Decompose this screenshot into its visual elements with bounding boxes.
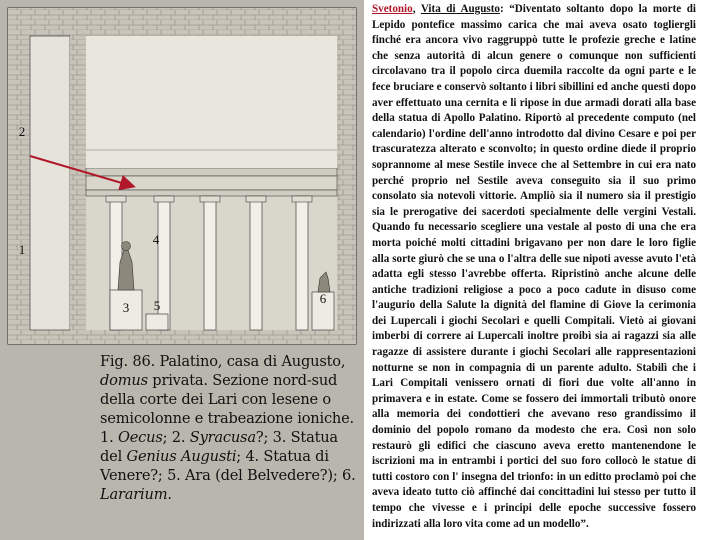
top-masonry — [8, 8, 356, 36]
author-link[interactable]: Svetonio — [372, 3, 413, 15]
column — [250, 196, 262, 330]
label-4: 4 — [152, 232, 160, 247]
left-masonry — [8, 36, 30, 344]
label-5: 5 — [153, 298, 161, 313]
label-2: 2 — [18, 124, 26, 139]
column-capital — [292, 196, 312, 202]
altar — [146, 314, 168, 330]
column — [296, 196, 308, 330]
column-capital — [154, 196, 174, 202]
label-1: 1 — [18, 242, 26, 257]
upper-wall — [86, 36, 337, 168]
architrave — [86, 190, 337, 196]
floor-masonry — [8, 330, 356, 344]
cornice — [86, 168, 337, 176]
work-title: Vita di Augusto — [420, 3, 500, 15]
label-3: 3 — [122, 300, 130, 315]
right-masonry — [337, 36, 356, 344]
oecus-wall — [70, 36, 86, 330]
oecus-room — [30, 36, 70, 330]
column-capital — [106, 196, 126, 202]
quote-body: : “Diventato soltanto dopo la morte di Lepido pontefice massimo carica che mai aveva osato togliergli finché era ancora vivo raggruppò tutte le profezie greche e latine che senza autorità di alcun genere o comunque non sufficienti circolavano tra il popolo circa duemila raccolte da ogni parte e le fece bruciare e conservò soltanto i libri sibillini ed anche questi dopo aver effettuato una cernita e li ripose in due armadi dorati alla base della statua di Apollo Palatino. Riportò al precedente computo (nel calendario) l'ordine dell'anno introdotto dal divino Cesare e poi per trascuratezza alterato e sconvolto; in questo ordine diede il proprio soprannome al mese Sestile invece che al Settembre in cui era nato perché proprio nel Sestile aveva conseguito sia il suo primo consolato sia notevoli vittorie. Ampliò sia il numero sia il prestigio sia le prerogative dei sacerdoti specialmente delle vergini Vestali. Quando fu necessario scegliere una vestale al posto di una che era morta poiché molti cittadini brigavano per non dare le loro figlie alla sorte giurò che se una o l'altra delle sue nipoti avesse avuto l'età adatta egli stesso l'avrebbe offerta. Ripristinò anche alcune delle antiche tradizioni religiose a poco a poco cadute in disuso come l'augurio della Salute la dignità del flamine di Giove la cerimonia dei Lupercali i giochi Secolari e quelli Compitali. Vietò ai giovani imberbi di correre ai Lupercali inoltre proibì sia ai ragazzi sia alle ragazze di assistere durante i giochi Secolari alle rappresentazioni notturne se non in compagnia di un parente adulto. Stabilì che i Lari Compitali venissero ornati di fiori due volte all'anno in primavera e in estate. Come se fossero dei immortali tributò onore alla memoria dei condottieri che avevano reso grandissimo il dominio del popolo romano da modesto che era. Così non solo restaurò gli edifici che ciascuno aveva eretto mantenendone le iscrizioni ma in entrambi i portici del suo foro collocò le statue di tutti costoro con l' insegna del trionfo: in un editto proclamò poi che aveva ideato tutto ciò affinché dai concittadini lui stesso per tutto il tempo che vivesse e i principi delle epoche successive fossero indirizzati alla loro vita come ad un modello”. — [372, 3, 696, 530]
column-capital — [200, 196, 220, 202]
figure-caption: Fig. 86. Palatino, casa di Augusto, domus privata. Sezione nord-sud della corte dei Lari con lesene o semicolonne e trabeazione ioniche. 1. Oecus; 2. Syracusa?; 3. Statua del Genius Augusti; 4. Statua di Venere?; 5. Ara (del Belvedere?); 6. Lararium. — [100, 353, 356, 503]
section-drawing — [0, 0, 364, 352]
column — [204, 196, 216, 330]
label-6: 6 — [319, 291, 327, 306]
column-capital — [246, 196, 266, 202]
quote-text: Svetonio, Vita di Augusto: “Diventato soltanto dopo la morte di Lepido pontefice massimo carica che mai aveva osato togliergli finché era ancora vivo raggruppò tutte le profezie greche e latine che senza autorità di alcun genere o comunque non sufficienti circolavano tra il popolo circa duemila raccolte da ogni parte e le fece bruciare e conservò soltanto i libri sibillini ed anche questi dopo aver effettuato una cernita e li ripose in due armadi dorati alla base della statua di Apollo Palatino. Riportò al precedente computo (nel calendario) l'ordine dell'anno introdotto dal divino Cesare e poi per trascuratezza alterato e sconvolto; in questo ordine diede il proprio soprannome al mese Sestile invece che al Settembre in cui era nato perché proprio nel Sestile aveva conseguito sia il suo primo consolato sia notevoli vittorie. Ampliò sia il numero sia il prestigio sia le prerogative dei sacerdoti specialmente delle vergini Vestali. Quando fu necessario scegliere una vestale al posto di una che era morta poiché molti cittadini brigavano per non dare le loro figlie alla sorte giurò che se una o l'altra delle sue nipoti avesse avuto l'età adatta egli stesso l'avrebbe offerta. Ripristinò anche alcune delle antiche tradizioni religiose a poco a poco cadute in disuso come l'augurio della Salute la dignità del flamine di Giove la cerimonia dei Lupercali i giochi Secolari e quelli Compitali. Vietò ai giovani imberbi di correre ai Lupercali inoltre proibì sia ai ragazzi sia alle ragazze di assistere durante i giochi Secolari alle rappresentazioni notturne se non in compagnia di un parente adulto. Stabilì che i Lari Compitali venissero ornati di fiori due volte all'anno in primavera e in estate. Come se fossero dei immortali tributò onore alla memoria dei condottieri che avevano reso grandissimo il dominio del popolo romano da modesto che era. Così non solo restaurò gli edifici che ciascuno aveva eretto mantenendone le iscrizioni ma in entrambi i portici del suo foro collocò le statue di tutti costoro con l' insegna del trionfo: in un editto proclamò poi che aveva ideato tutto ciò affinché dai concittadini lui stesso per tutto il tempo che vivesse e i principi delle epoche successive fossero indirizzati alla loro vita come ad un modello”. — [372, 3, 696, 530]
